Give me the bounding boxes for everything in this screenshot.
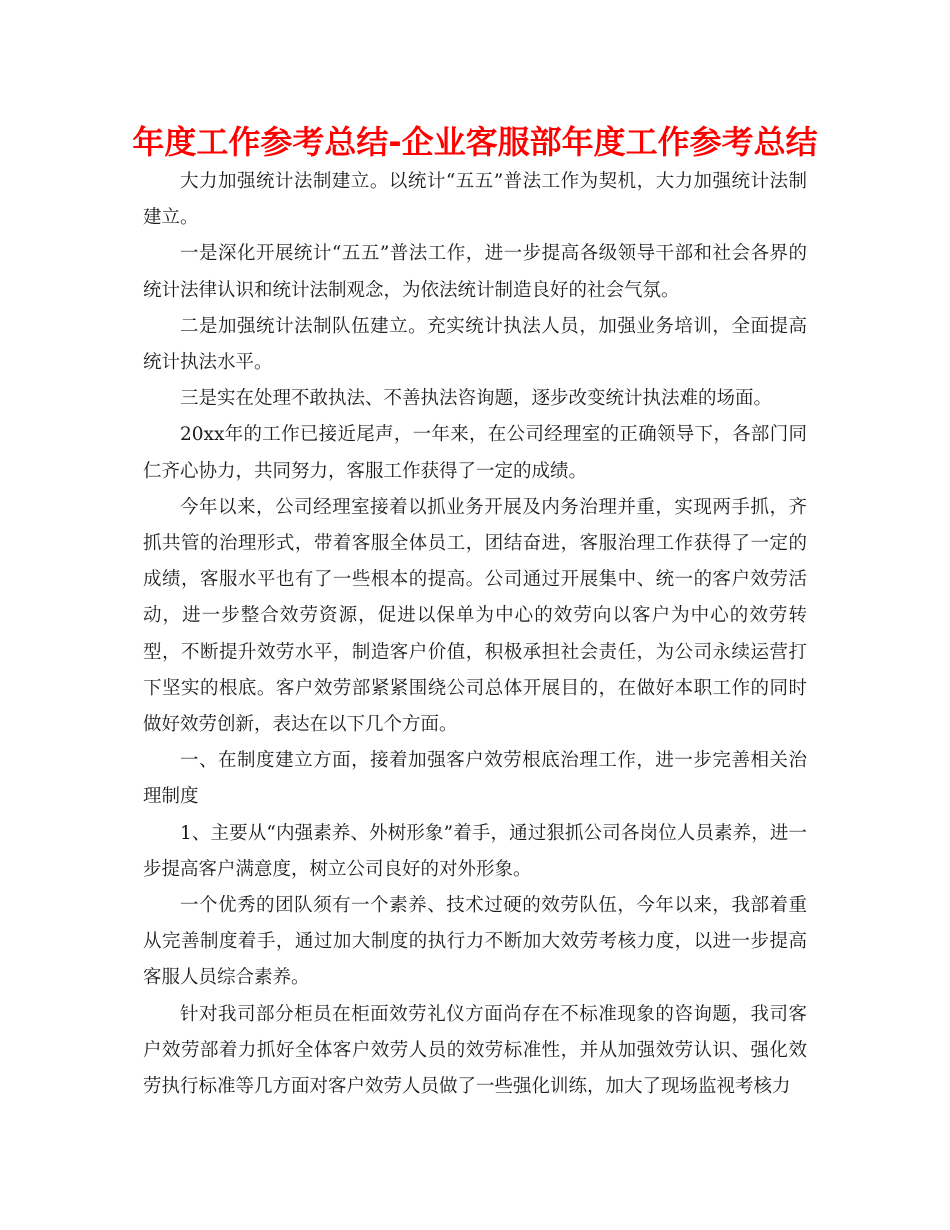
paragraph: 20xx年的工作已接近尾声，一年来，在公司经理室的正确领导下，各部门同仁齐心协力，共同努力，客服工作获得了一定的成绩。 [143, 424, 807, 482]
document-title: 年度工作参考总结-企业客服部年度工作参考总结 [132, 123, 818, 161]
paragraph: 针对我司部分柜员在柜面效劳礼仪方面尚存在不标准现象的咨询题，我司客户效劳部着力抓好全体客户效劳人员的效劳标准性，并从加强效劳认识、强化效劳执行标准等几方面对客户效劳人员做了一些强化训练，加大了现场监视考核力 [143, 1003, 807, 1098]
paragraph: 三是实在处理不敢执法、不善执法咨询题，逐步改变统计执法难的场面。 [180, 388, 773, 410]
paragraph: 大力加强统计法制建立。以统计“五五”普法工作为契机，大力加强统计法制建立。 [143, 171, 807, 229]
paragraph: 二是加强统计法制队伍建立。充实统计执法人员，加强业务培训，全面提高统计执法水平。 [143, 315, 807, 374]
paragraph: 一个优秀的团队须有一个素养、技术过硬的效劳队伍，今年以来，我部着重从完善制度着手，通过加大制度的执行力不断加大效劳考核力度，以进一步提高客服人员综合素养。 [143, 895, 807, 989]
paragraph: 一是深化开展统计“五五”普法工作，进一步提高各级领导干部和社会各界的统计法律认识和统计法制观念，为依法统计制造良好的社会气氛。 [143, 243, 807, 301]
paragraph: 1、主要从“内强素养、外树形象”着手，通过狠抓公司各岗位人员素养，进一步提高客户满意度，树立公司良好的对外形象。 [143, 822, 807, 880]
paragraph: 一、在制度建立方面，接着加强客户效劳根底治理工作，进一步完善相关治理制度 [143, 750, 807, 808]
document-body [143, 164, 807, 1105]
paragraph: 今年以来，公司经理室接着以抓业务开展及内务治理并重，实现两手抓，齐抓共管的治理形式，带着客服全体员工，团结奋进，客服治理工作获得了一定的成绩，客服水平也有了一些根本的提高。公司通过开展集中、统一的客户效劳活动，进一步整合效劳资源，促进以保单为中心的效劳向以客户为中心的效劳转型，不断提升效劳水平，制造客户价值，积极承担社会责任，为公司永续运营打下坚实的根底。客户效劳部紧紧围绕公司总体开展目的，在做好本职工作的同时做好效劳创新，表达在以下几个方面。 [143, 496, 807, 736]
